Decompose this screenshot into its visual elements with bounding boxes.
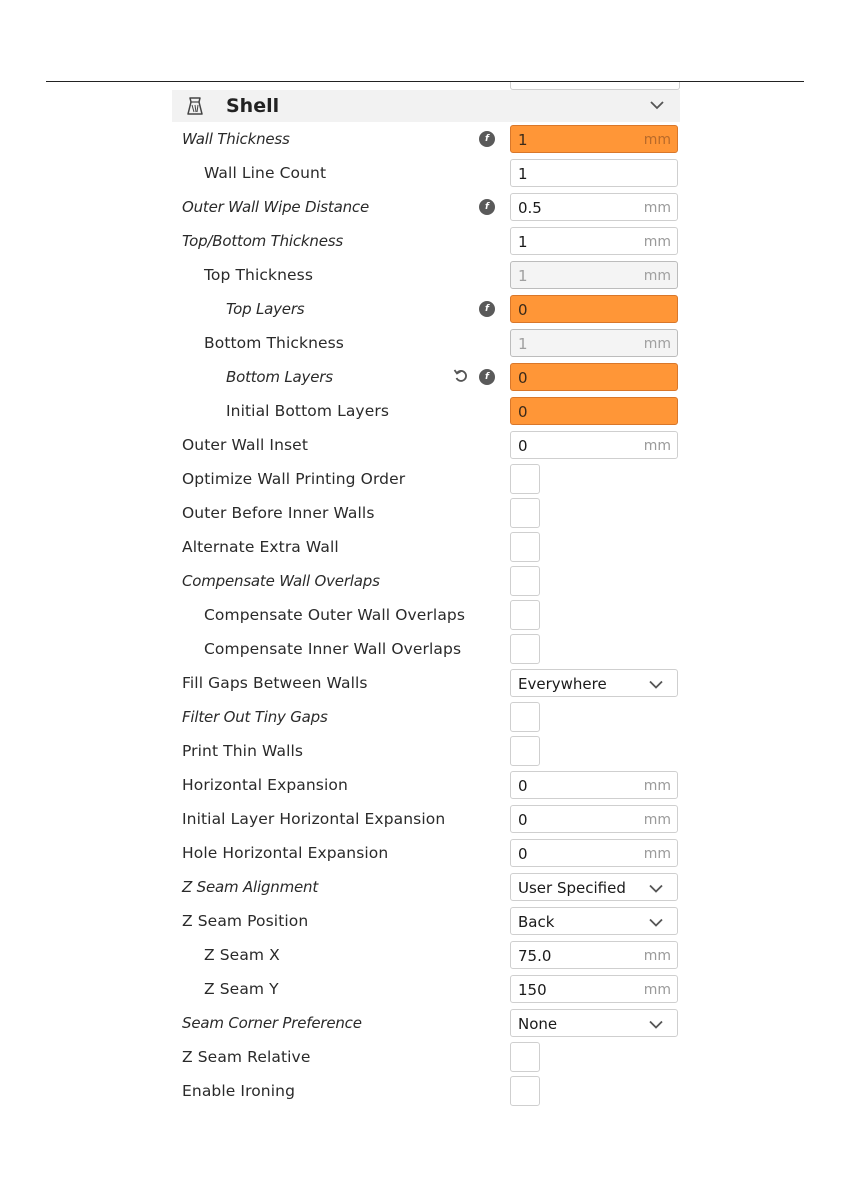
setting-row-compensate-wall-overlaps: [172, 564, 680, 598]
setting-label: Z Seam Relative: [182, 1048, 311, 1066]
setting-row-z-seam-y: [172, 972, 680, 1006]
setting-label: Outer Wall Wipe Distance: [182, 198, 369, 216]
setting-row-initial-layer-horizontal-expansion: [172, 802, 680, 836]
setting-row-top-bottom-thickness: [172, 224, 680, 258]
alternate-extra-wall-checkbox[interactable]: [510, 532, 540, 562]
setting-row-print-thin-walls: [172, 734, 680, 768]
input-value: 1: [518, 131, 528, 149]
function-icon[interactable]: f: [479, 369, 495, 385]
setting-row-initial-bottom-layers: [172, 394, 680, 428]
hole-horizontal-expansion-input[interactable]: [510, 839, 678, 867]
setting-label: Wall Thickness: [182, 130, 290, 148]
input-value: 1: [518, 233, 528, 251]
setting-label: Initial Layer Horizontal Expansion: [182, 810, 446, 828]
enable-ironing-checkbox[interactable]: [510, 1076, 540, 1106]
setting-row-z-seam-alignment: [172, 870, 680, 904]
outer-before-inner-walls-checkbox[interactable]: [510, 498, 540, 528]
z-seam-position-dropdown[interactable]: [510, 907, 678, 935]
unit-label: mm: [643, 846, 671, 862]
setting-row-z-seam-x: [172, 938, 680, 972]
setting-label: Bottom Layers: [226, 368, 333, 386]
dropdown-value: Everywhere: [518, 675, 607, 693]
dropdown-value: User Specified: [518, 879, 626, 897]
settings-panel: [172, 90, 680, 1108]
unit-label: mm: [643, 234, 671, 250]
z-seam-relative-checkbox[interactable]: [510, 1042, 540, 1072]
initial-bottom-layers-input[interactable]: [510, 397, 678, 425]
setting-row-horizontal-expansion: [172, 768, 680, 802]
setting-row-wall-line-count: [172, 156, 680, 190]
function-icon[interactable]: f: [479, 301, 495, 317]
seam-corner-preference-dropdown[interactable]: [510, 1009, 678, 1037]
input-value: 150: [518, 981, 547, 999]
top-layers-input[interactable]: [510, 295, 678, 323]
setting-label: Z Seam Y: [204, 980, 279, 998]
setting-label: Z Seam Position: [182, 912, 309, 930]
setting-label: Outer Wall Inset: [182, 436, 308, 454]
function-icon[interactable]: f: [479, 199, 495, 215]
dropdown-value: None: [518, 1015, 558, 1033]
setting-row-filter-out-tiny-gaps: [172, 700, 680, 734]
previous-setting-field[interactable]: [510, 82, 680, 90]
top-bottom-thickness-input[interactable]: [510, 227, 678, 255]
page-divider: [46, 81, 804, 82]
unit-label: mm: [643, 982, 671, 998]
setting-label: Outer Before Inner Walls: [182, 504, 375, 522]
setting-row-z-seam-relative: [172, 1040, 680, 1074]
setting-label: Z Seam X: [204, 946, 280, 964]
input-value: 1: [518, 165, 528, 183]
setting-row-top-layers: [172, 292, 680, 326]
setting-label: Hole Horizontal Expansion: [182, 844, 389, 862]
wall-thickness-input[interactable]: [510, 125, 678, 153]
setting-row-hole-horizontal-expansion: [172, 836, 680, 870]
setting-row-fill-gaps-between-walls: [172, 666, 680, 700]
setting-row-enable-ironing: [172, 1074, 680, 1108]
setting-row-compensate-outer-wall-overlaps: [172, 598, 680, 632]
z-seam-x-input[interactable]: [510, 941, 678, 969]
chevron-down-icon: [649, 918, 663, 927]
input-value: 1: [518, 335, 528, 353]
unit-label: mm: [643, 438, 671, 454]
chevron-down-icon: [649, 1020, 663, 1029]
setting-row-outer-wall-wipe-distance: [172, 190, 680, 224]
setting-label: Fill Gaps Between Walls: [182, 674, 368, 692]
outer-wall-wipe-distance-input[interactable]: [510, 193, 678, 221]
setting-label: Z Seam Alignment: [182, 878, 319, 896]
print-thin-walls-checkbox[interactable]: [510, 736, 540, 766]
input-value: 0: [518, 437, 528, 455]
unit-label: mm: [643, 132, 671, 148]
reset-icon[interactable]: [453, 368, 469, 384]
setting-label: Enable Ironing: [182, 1082, 296, 1100]
chevron-down-icon: [649, 884, 663, 893]
fill-gaps-between-walls-dropdown[interactable]: [510, 669, 678, 697]
setting-label: Top Layers: [226, 300, 305, 318]
compensate-wall-overlaps-checkbox[interactable]: [510, 566, 540, 596]
input-value: 75.0: [518, 947, 552, 965]
input-value: 0: [518, 403, 528, 421]
setting-label: Bottom Thickness: [204, 334, 344, 352]
setting-label: Compensate Inner Wall Overlaps: [204, 640, 462, 658]
setting-label: Print Thin Walls: [182, 742, 304, 760]
category-title: Shell: [226, 95, 280, 117]
setting-label: Top/Bottom Thickness: [182, 232, 343, 250]
unit-label: mm: [643, 812, 671, 828]
input-value: 0: [518, 811, 528, 829]
setting-label: Wall Line Count: [204, 164, 327, 182]
unit-label: mm: [643, 778, 671, 794]
setting-label: Horizontal Expansion: [182, 776, 348, 794]
setting-row-top-thickness: [172, 258, 680, 292]
setting-row-outer-before-inner-walls: [172, 496, 680, 530]
outer-wall-inset-input[interactable]: [510, 431, 678, 459]
compensate-outer-wall-overlaps-checkbox[interactable]: [510, 600, 540, 630]
setting-label: Optimize Wall Printing Order: [182, 470, 406, 488]
settings-list: [172, 122, 680, 1108]
setting-label: Initial Bottom Layers: [226, 402, 389, 420]
optimize-wall-printing-order-checkbox[interactable]: [510, 464, 540, 494]
setting-label: Seam Corner Preference: [182, 1014, 362, 1032]
setting-row-alternate-extra-wall: [172, 530, 680, 564]
setting-label: Compensate Outer Wall Overlaps: [204, 606, 466, 624]
unit-label: mm: [643, 200, 671, 216]
filter-out-tiny-gaps-checkbox[interactable]: [510, 702, 540, 732]
setting-label: Compensate Wall Overlaps: [182, 572, 380, 590]
chevron-down-icon[interactable]: [650, 100, 664, 110]
input-value: 0: [518, 777, 528, 795]
chevron-down-icon: [649, 680, 663, 689]
function-icon[interactable]: f: [479, 131, 495, 147]
input-value: 0: [518, 369, 528, 387]
shell-category-icon: [184, 95, 206, 117]
input-value: 0: [518, 845, 528, 863]
bottom-thickness-input: [510, 329, 678, 357]
input-value: 1: [518, 267, 528, 285]
setting-row-bottom-thickness: [172, 326, 680, 360]
setting-label: Top Thickness: [204, 266, 313, 284]
compensate-inner-wall-overlaps-checkbox[interactable]: [510, 634, 540, 664]
setting-row-seam-corner-preference: [172, 1006, 680, 1040]
setting-row-bottom-layers: [172, 360, 680, 394]
z-seam-y-input[interactable]: [510, 975, 678, 1003]
initial-layer-horizontal-expansion-input[interactable]: [510, 805, 678, 833]
unit-label: mm: [643, 948, 671, 964]
dropdown-value: Back: [518, 913, 555, 931]
top-thickness-input: [510, 261, 678, 289]
setting-label: Filter Out Tiny Gaps: [182, 708, 328, 726]
input-value: 0.5: [518, 199, 542, 217]
unit-label: mm: [643, 268, 671, 284]
setting-row-compensate-inner-wall-overlaps: [172, 632, 680, 666]
setting-row-wall-thickness: [172, 122, 680, 156]
setting-row-optimize-wall-printing-order: [172, 462, 680, 496]
bottom-layers-input[interactable]: [510, 363, 678, 391]
horizontal-expansion-input[interactable]: [510, 771, 678, 799]
z-seam-alignment-dropdown[interactable]: [510, 873, 678, 901]
unit-label: mm: [643, 336, 671, 352]
input-value: 0: [518, 301, 528, 319]
setting-label: Alternate Extra Wall: [182, 538, 339, 556]
setting-row-outer-wall-inset: [172, 428, 680, 462]
category-header-shell[interactable]: [172, 90, 680, 122]
wall-line-count-input[interactable]: [510, 159, 678, 187]
setting-row-z-seam-position: [172, 904, 680, 938]
